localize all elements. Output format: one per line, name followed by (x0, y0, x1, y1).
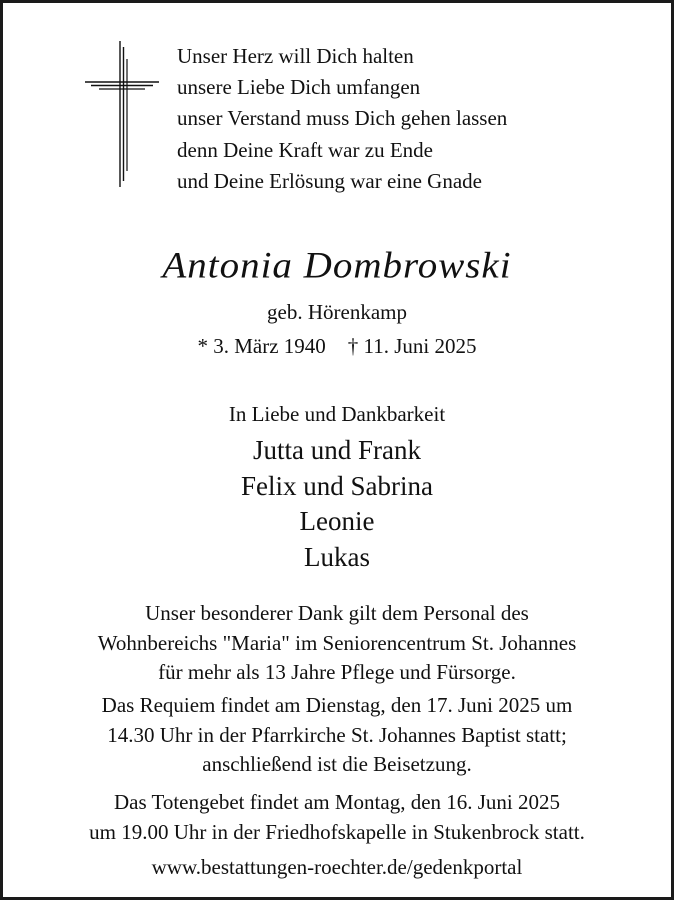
death-date: † 11. Juni 2025 (347, 334, 477, 358)
thanks-paragraph (3, 599, 671, 688)
prayer-line: Das Totengebet findet am Montag, den 16. Juni 2025 (113, 790, 561, 814)
mourners-intro: In Liebe und Dankbarkeit (228, 402, 446, 426)
mourner: Felix und Sabrina (241, 470, 433, 501)
memorial-website: www.bestattungen-roechter.de/gedenkportal (151, 855, 523, 879)
mourners-list (3, 433, 671, 575)
thanks-line: Wohnbereichs "Maria" im Seniorencentrum St. Johannes (97, 630, 577, 655)
mourner: Lukas (304, 541, 370, 572)
poem-line: unser Verstand muss Dich gehen lassen (177, 106, 508, 131)
prayer-line: um 19.00 Uhr in der Friedhofskapelle in Stukenbrock statt. (89, 819, 585, 844)
poem-line: und Deine Erlösung war eine Gnade (177, 168, 482, 193)
birth-name: geb. Hörenkamp (267, 300, 407, 324)
poem (177, 41, 507, 197)
mourner: Leonie (299, 506, 375, 536)
poem-line: unsere Liebe Dich umfangen (177, 75, 421, 100)
requiem-line: 14.30 Uhr in der Pfarrkirche St. Johannes Baptist statt; (107, 722, 567, 747)
deceased-name: Antonia Dombrowski (162, 244, 512, 287)
requiem-line: Das Requiem findet am Dienstag, den 17. Juni 2025 um (101, 693, 573, 717)
requiem-line: anschließend ist die Beisetzung. (202, 752, 472, 776)
mourner: Jutta und Frank (253, 435, 421, 465)
life-dates (3, 331, 671, 361)
cross-icon (83, 39, 161, 189)
birth-date: * 3. März 1940 (197, 334, 326, 358)
requiem-paragraph (3, 691, 671, 780)
poem-line: Unser Herz will Dich halten (177, 44, 414, 68)
poem-line: denn Deine Kraft war zu Ende (177, 137, 433, 162)
prayer-paragraph (3, 788, 671, 847)
thanks-line: Unser besonderer Dank gilt dem Personal des (145, 601, 529, 625)
thanks-line: für mehr als 13 Jahre Pflege und Fürsorge. (158, 660, 516, 684)
